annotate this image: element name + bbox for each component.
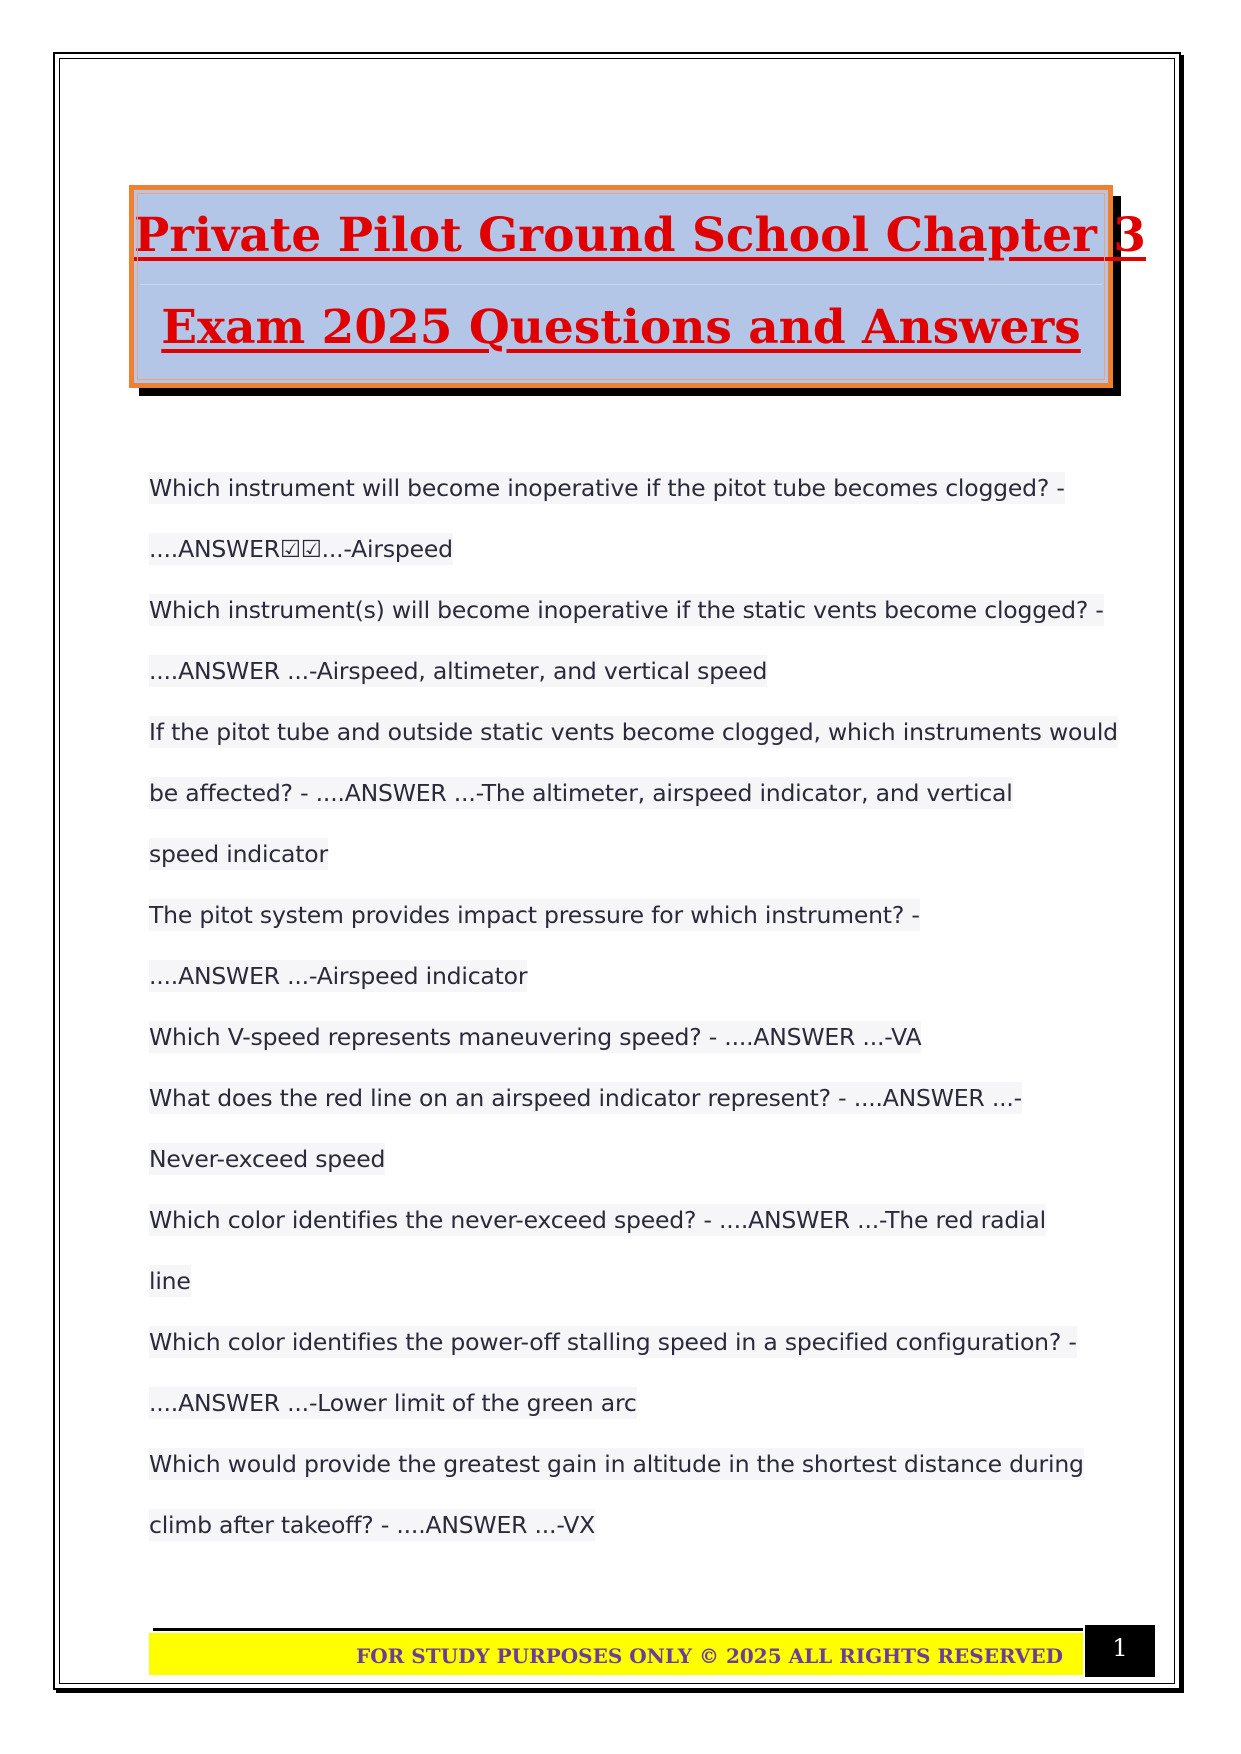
qa-line	[149, 1373, 1109, 1434]
qa-line-text: The pitot system provides impact pressure for which instrument? -	[149, 901, 920, 929]
qa-line	[149, 1312, 1109, 1373]
qa-item	[149, 885, 1109, 1007]
qa-line-text: speed indicator	[149, 840, 328, 868]
qa-line	[149, 1434, 1109, 1495]
qa-line	[149, 824, 1109, 885]
title-line-1: Private Pilot Ground School Chapter 3	[134, 208, 1146, 263]
qa-line	[149, 1495, 1109, 1556]
qa-line-text: Which instrument(s) will become inoperative if the static vents become clogged? -	[149, 596, 1104, 624]
title-line-2: Exam 2025 Questions and Answers	[161, 300, 1081, 355]
qa-item	[149, 1068, 1109, 1190]
qa-item	[149, 702, 1118, 885]
title-divider	[140, 284, 1102, 285]
qa-line-text: ....ANSWER ...-Lower limit of the green arc	[149, 1389, 637, 1417]
qa-line	[149, 1190, 1109, 1251]
qa-line	[149, 458, 1109, 519]
qa-line	[149, 946, 1109, 1007]
qa-line-text: What does the red line on an airspeed indicator represent? - ....ANSWER ...-	[149, 1084, 1022, 1112]
qa-line	[149, 702, 1118, 763]
qa-item	[149, 1312, 1109, 1434]
page-number: 1	[1085, 1625, 1155, 1677]
qa-line	[149, 1129, 1109, 1190]
qa-item	[149, 1007, 1109, 1068]
qa-line-text: ....ANSWER ...-Airspeed indicator	[149, 962, 528, 990]
qa-line	[149, 885, 1109, 946]
qa-line-text: Which V-speed represents maneuvering speed? - ....ANSWER ...-VA	[149, 1023, 922, 1051]
qa-line-text: If the pitot tube and outside static vents become clogged, which instruments would	[149, 718, 1118, 746]
qa-line	[149, 1068, 1109, 1129]
footer-bar	[149, 1633, 1083, 1675]
qa-line	[149, 1007, 1109, 1068]
qa-item	[149, 1434, 1109, 1556]
qa-item	[149, 1190, 1109, 1312]
qa-line-text: ....ANSWER ...-Airspeed, altimeter, and vertical speed	[149, 657, 768, 685]
title-box	[129, 185, 1146, 388]
qa-line-text: Which instrument will become inoperative if the pitot tube becomes clogged? -	[149, 474, 1065, 502]
qa-line-text: line	[149, 1267, 191, 1295]
qa-line-text: ....ANSWER☑☑...-Airspeed	[149, 535, 453, 563]
footer-text: FOR STUDY PURPOSES ONLY © 2025 ALL RIGHTS RESERVED	[356, 1644, 1063, 1668]
qa-line	[149, 641, 1109, 702]
qa-line-text: Which would provide the greatest gain in altitude in the shortest distance during	[149, 1450, 1084, 1478]
qa-item	[149, 458, 1109, 580]
qa-item	[149, 580, 1109, 702]
qa-line-text: Which color identifies the never-exceed speed? - ....ANSWER ...-The red radial	[149, 1206, 1046, 1234]
qa-line	[149, 763, 1109, 824]
qa-line-text: Which color identifies the power-off stalling speed in a specified configuration? -	[149, 1328, 1077, 1356]
footer-rule	[153, 1628, 1083, 1631]
qa-line	[149, 580, 1109, 641]
qa-list	[149, 458, 1118, 1556]
qa-line	[149, 519, 1109, 580]
qa-line	[149, 1251, 1109, 1312]
qa-line-text: be affected? - ....ANSWER ...-The altimeter, airspeed indicator, and vertical	[149, 779, 1013, 807]
qa-line-text: Never-exceed speed	[149, 1145, 386, 1173]
qa-line-text: climb after takeoff? - ....ANSWER ...-VX	[149, 1511, 596, 1539]
